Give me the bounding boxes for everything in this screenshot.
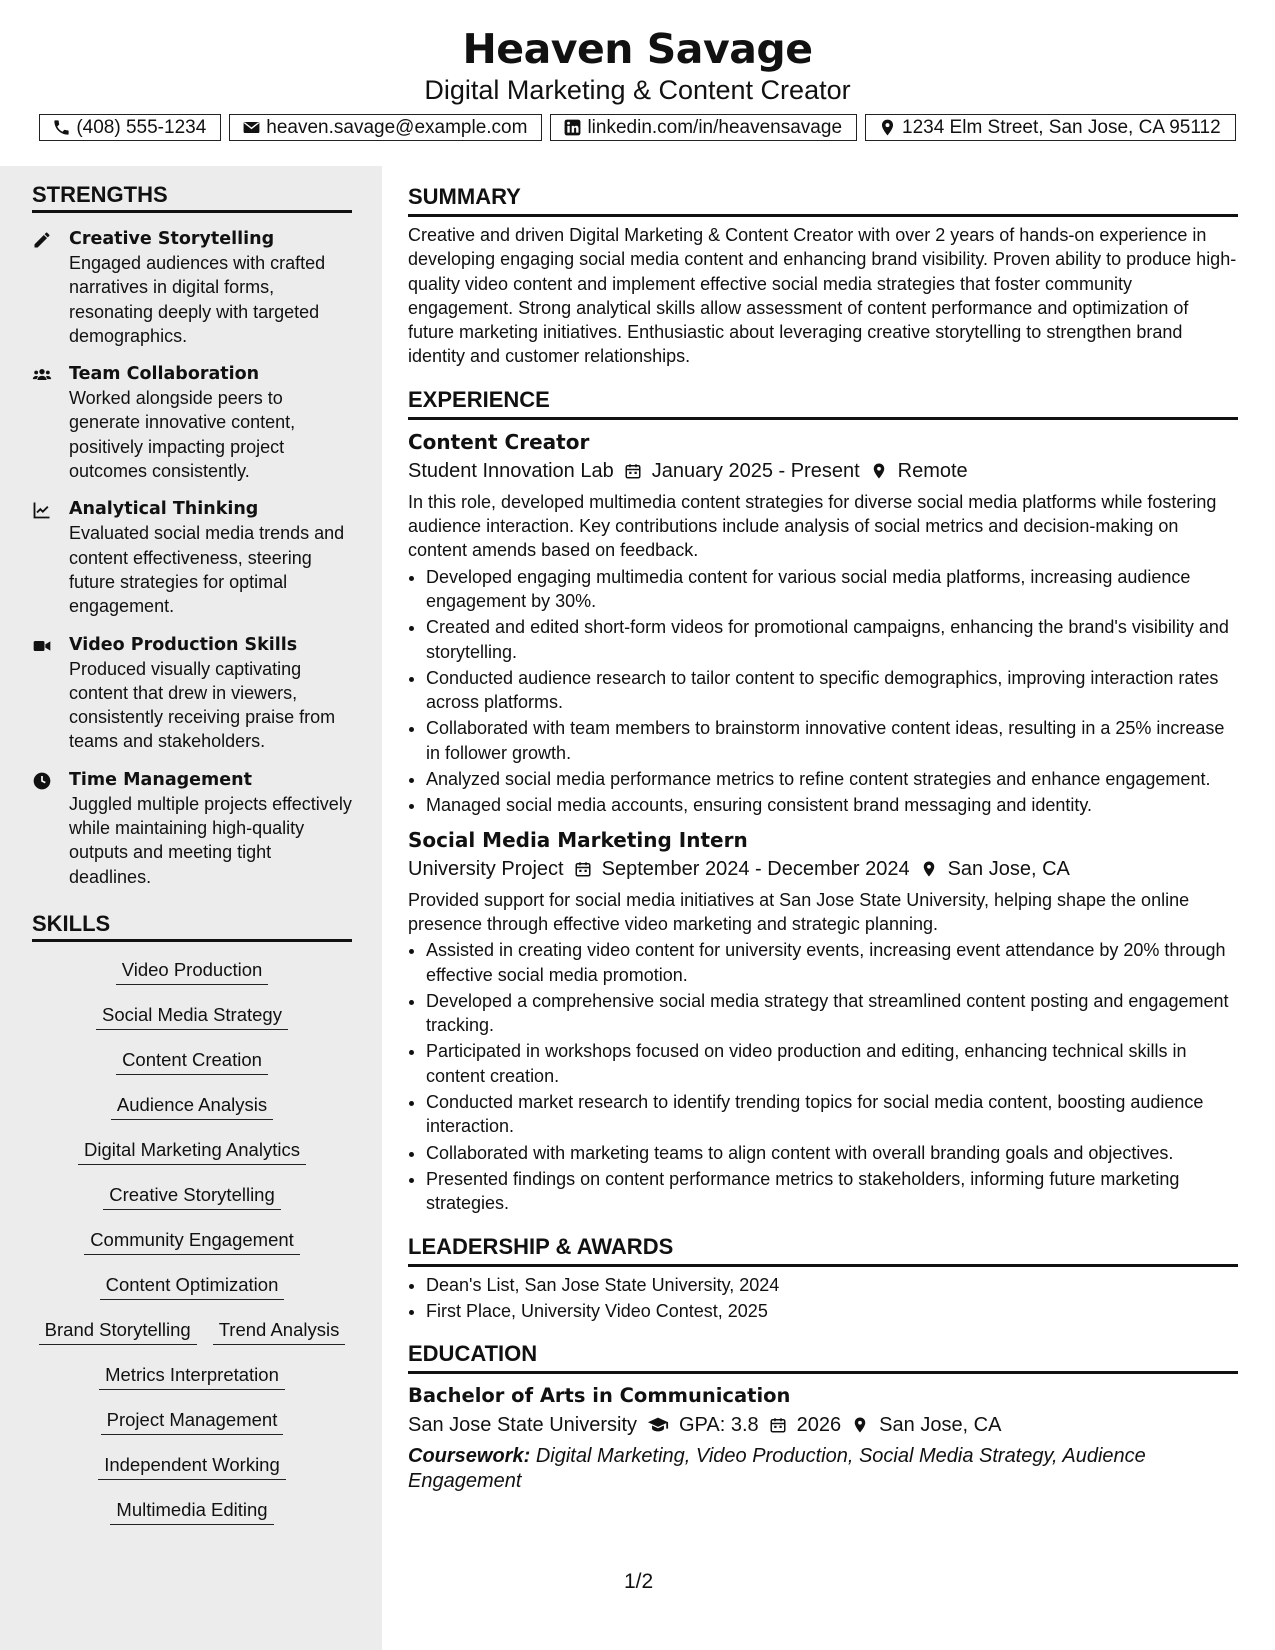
candidate-title: Digital Marketing & Content Creator <box>424 75 851 105</box>
list-item: • Managed social media accounts, ensuring consistent brand messaging and identity. <box>426 793 1238 817</box>
list-item: • Collaborated with marketing teams to align content with overall branding goals and objectives. <box>426 1141 1238 1165</box>
skill-tag: Audience Analysis <box>111 1093 273 1120</box>
skill-tag: Metrics Interpretation <box>99 1363 285 1390</box>
strength-desc: Evaluated social media trends and content effectiveness, steering future strategies for optimal engagement. <box>69 523 345 617</box>
job-location: San Jose, CA <box>947 857 1070 880</box>
list-item: • Dean's List, San Jose State University, 2024 <box>426 1273 1238 1297</box>
strength-item <box>32 768 352 889</box>
skill-tag: Trend Analysis <box>213 1318 346 1345</box>
strength-item <box>32 497 352 618</box>
main-column <box>408 166 1238 1494</box>
job-meta <box>408 854 1238 884</box>
strength-item <box>32 362 352 483</box>
contact-linkedin-text[interactable]: linkedin.com/in/heavensavage <box>587 116 843 138</box>
leadership-heading: LEADERSHIP & AWARDS <box>408 1232 1238 1267</box>
job-title: Social Media Marketing Intern <box>408 827 748 852</box>
skill-tag: Creative Storytelling <box>103 1183 281 1210</box>
sidebar <box>0 166 382 1650</box>
strength-title: Video Production Skills <box>69 634 298 655</box>
awards-list <box>408 1273 1238 1324</box>
list-item: • Conducted audience research to tailor content to specific demographics, improving interaction rates across platforms. <box>426 666 1238 715</box>
location-pin-icon <box>920 860 938 878</box>
summary-text: Creative and driven Digital Marketing & Content Creator with over 2 years of hands-on experience in developing engaging social media content and enhancing brand visibility. Proven ability to produce high-quality video content and implement effective social media strategies that foster community engagement. Strong analytical skills allow assessment of content performance and optimization of future marketing initiatives. Enthusiastic about leveraging creative storytelling to strengthen brand identity and customer relationships. <box>408 225 1237 367</box>
strength-title: Creative Storytelling <box>69 229 275 249</box>
contact-address <box>865 114 1236 141</box>
job-bullets <box>408 565 1238 818</box>
job-location: Remote <box>897 459 968 482</box>
coursework-list: Digital Marketing, Video Production, Social Media Strategy, Audience Engagement <box>408 1445 1146 1493</box>
contact-linkedin[interactable] <box>550 114 857 141</box>
list-item: • Presented findings on content performance metrics to stakeholders, informing future marketing strategies. <box>426 1167 1238 1216</box>
skill-tag: Content Optimization <box>100 1273 285 1300</box>
skill-tag: Brand Storytelling <box>39 1318 197 1345</box>
contact-email[interactable] <box>229 114 542 141</box>
strength-title: Time Management <box>69 769 252 790</box>
chart-line-icon <box>32 500 52 520</box>
skill-tag: Content Creation <box>116 1048 268 1075</box>
resume-header <box>0 0 1275 166</box>
strength-desc: Produced visually captivating content that drew in viewers, consistently receiving praise from teams and stakeholders. <box>69 658 336 752</box>
skill-tag: Social Media Strategy <box>96 1003 288 1030</box>
list-item: • Developed a comprehensive social media strategy that streamlined content posting and engagement tracking. <box>426 989 1238 1038</box>
video-camera-icon <box>32 636 52 656</box>
education-meta <box>408 1410 1238 1440</box>
calendar-icon <box>769 1416 787 1434</box>
list-item: • Developed engaging multimedia content for various social media platforms, increasing audience engagement by 30%. <box>426 565 1238 614</box>
strength-title: Team Collaboration <box>69 364 260 385</box>
graduation-year: 2026 <box>796 1414 842 1437</box>
list-item: • First Place, University Video Contest, 2025 <box>426 1299 1238 1323</box>
degree-title: Bachelor of Arts in Communication <box>408 1384 791 1408</box>
skill-tag: Video Production <box>116 958 269 985</box>
job-entry <box>408 826 1238 1216</box>
calendar-icon <box>574 860 592 878</box>
gpa: GPA: 3.8 <box>679 1414 759 1437</box>
skill-tag: Project Management <box>101 1408 284 1435</box>
school-location: San Jose, CA <box>879 1414 1002 1437</box>
users-icon <box>32 365 52 385</box>
envelope-icon <box>242 118 261 137</box>
strengths-heading: STRENGTHS <box>32 182 352 213</box>
job-org: University Project <box>408 857 564 880</box>
experience-heading: EXPERIENCE <box>408 385 1238 420</box>
summary-heading: SUMMARY <box>408 182 1238 217</box>
contact-phone <box>39 114 221 141</box>
skills-heading: SKILLS <box>32 911 352 942</box>
job-title: Content Creator <box>408 429 590 454</box>
strength-desc: Juggled multiple projects effectively while maintaining high-quality outputs and meeting tight deadlines. <box>69 793 352 887</box>
skills-list <box>32 958 352 1543</box>
strength-item <box>32 227 352 348</box>
job-meta <box>408 456 1238 486</box>
list-item: • Collaborated with team members to brainstorm innovative content ideas, resulting in a 25% increase in follower growth. <box>426 716 1238 765</box>
location-pin-icon <box>851 1416 869 1434</box>
pencil-icon <box>32 230 52 250</box>
list-item: • Analyzed social media performance metrics to refine content strategies and enhance engagement. <box>426 767 1238 791</box>
skill-tag: Digital Marketing Analytics <box>78 1138 306 1165</box>
contact-email-text[interactable]: heaven.savage@example.com <box>266 116 528 138</box>
strength-item <box>32 633 352 754</box>
calendar-icon <box>624 462 642 480</box>
location-pin-icon <box>870 462 888 480</box>
job-dates: September 2024 - December 2024 <box>601 857 910 880</box>
clock-icon <box>32 771 52 791</box>
job-dates: January 2025 - Present <box>651 459 860 482</box>
skill-tag: Multimedia Editing <box>110 1498 273 1525</box>
coursework <box>408 1444 1238 1494</box>
coursework-label: Coursework: <box>408 1445 531 1468</box>
education-entry <box>408 1382 1238 1494</box>
skill-tag: Community Engagement <box>84 1228 300 1255</box>
strength-desc: Worked alongside peers to generate innovative content, positively impacting project outcomes consistently. <box>69 388 296 482</box>
linkedin-icon <box>563 118 582 137</box>
job-bullets <box>408 938 1238 1215</box>
job-org: Student Innovation Lab <box>408 459 614 482</box>
strength-title: Analytical Thinking <box>69 499 259 520</box>
list-item: • Participated in workshops focused on video production and editing, enhancing technical skills in content creation. <box>426 1039 1238 1088</box>
job-entry <box>408 428 1238 818</box>
candidate-name: Heaven Savage <box>462 25 813 73</box>
contact-phone-text: (408) 555-1234 <box>76 116 207 138</box>
job-summary: Provided support for social media initiatives at San Jose State University, helping shape the online presence through effective video marketing and strategic planning. <box>408 889 1190 934</box>
school-name: San Jose State University <box>408 1414 637 1437</box>
strength-desc: Engaged audiences with crafted narratives in digital forms, resonating deeply with targeted demographics. <box>69 253 326 346</box>
phone-icon <box>52 118 71 137</box>
list-item: • Created and edited short-form videos for promotional campaigns, enhancing the brand's visibility and storytelling. <box>426 615 1238 664</box>
location-pin-icon <box>878 118 897 137</box>
list-item: • Conducted market research to identify trending topics for social media content, boosting audience interaction. <box>426 1090 1238 1139</box>
contact-bar <box>0 114 1275 141</box>
graduation-cap-icon <box>647 1414 669 1436</box>
job-summary: In this role, developed multimedia content strategies for diverse social media platforms while fostering audience interaction. Key contributions include analysis of social metrics and decision-making on content amends based on feedback. <box>408 491 1217 561</box>
education-heading: EDUCATION <box>408 1339 1238 1374</box>
page-number: 1/2 <box>624 1570 654 1593</box>
list-item: • Assisted in creating video content for university events, increasing event attendance by 20% through effective social media promotion. <box>426 938 1238 987</box>
skill-tag: Independent Working <box>98 1453 286 1480</box>
contact-address-text: 1234 Elm Street, San Jose, CA 95112 <box>902 116 1221 138</box>
